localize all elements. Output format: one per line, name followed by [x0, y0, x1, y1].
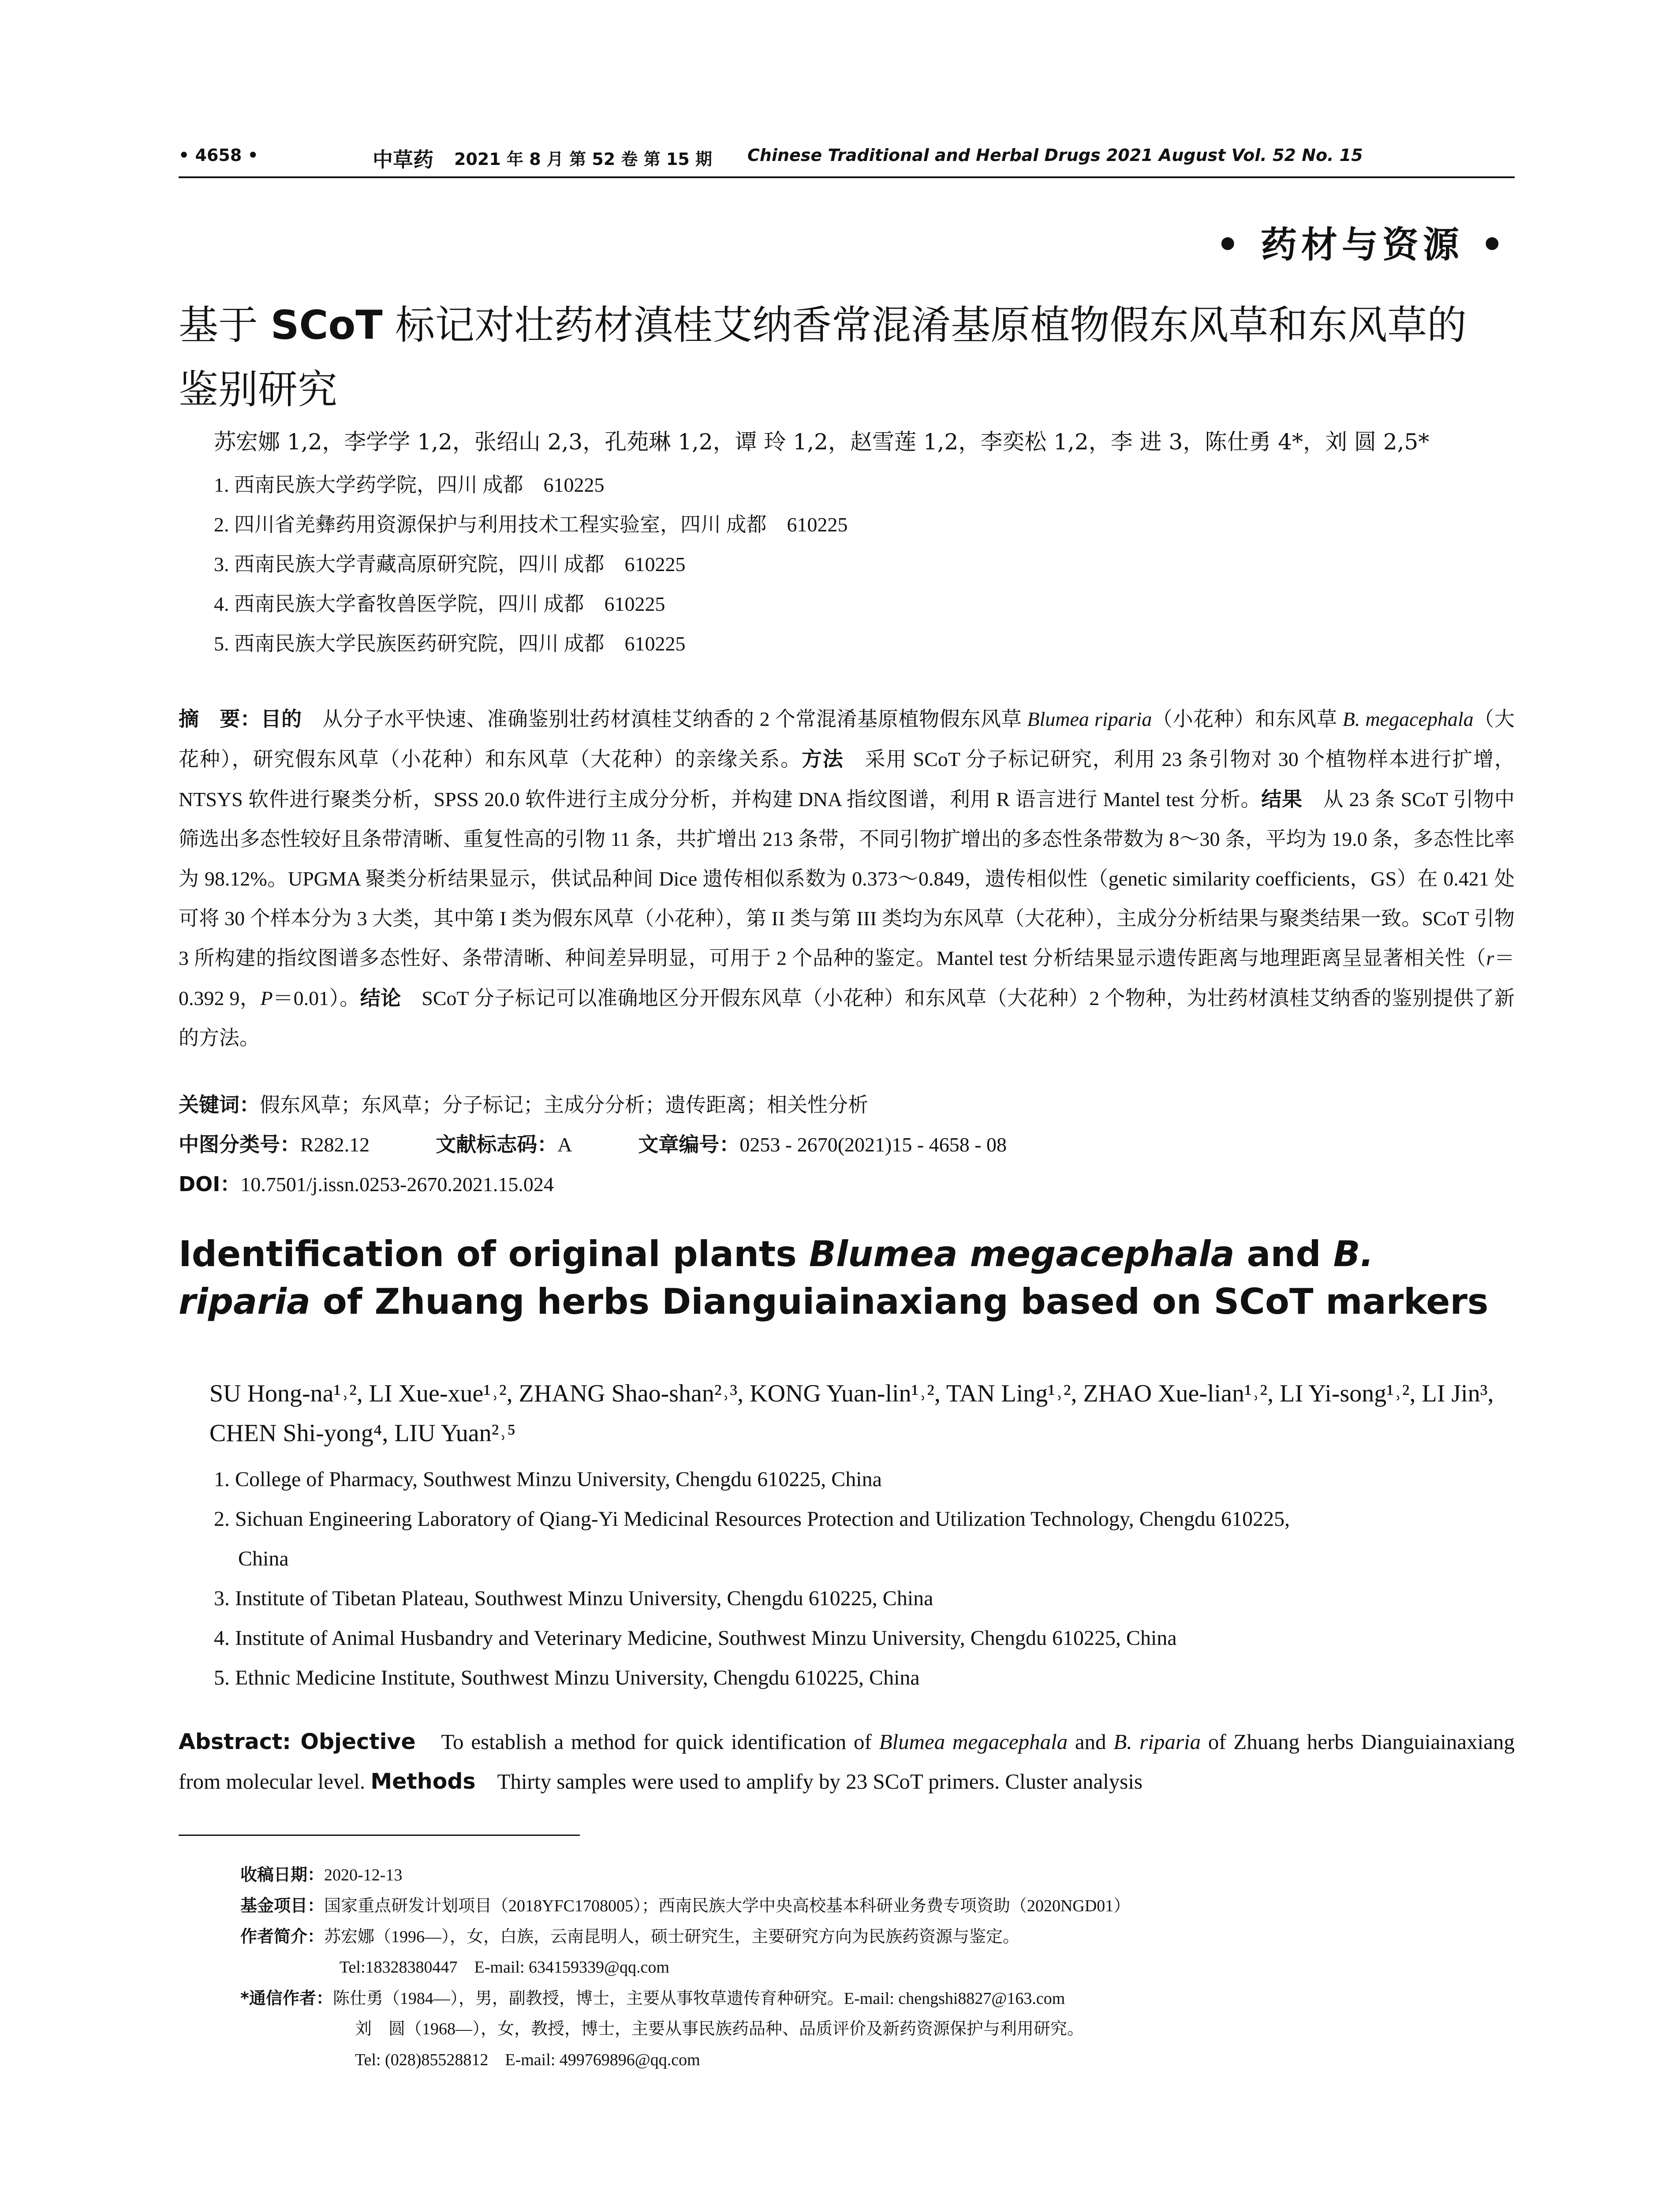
methods-text-cn: 采用 SCoT 分子标记研究，利用 23 条引物对 30 个植物样本进行扩增，NTSYS 软件进行聚类分析，SPSS 20.0 软件进行主成分分析，并构建 DNA 指纹图谱，利用 R 语言进行 Mantel test 分析。: [179, 748, 1515, 811]
title-cn-part1: 基于: [179, 302, 271, 348]
footnote-received: [240, 1863, 402, 1887]
objective-text-cn: （大花种），研究假东风草（小花种）和东风草（大花种）的亲缘关系。: [179, 708, 1515, 770]
footnote-value: 苏宏娜（1996—），女，白族，云南昆明人，硕士研究生，主要研究方向为民族药资源与鉴定。: [324, 1928, 1020, 1946]
species-name: Blumea riparia: [1027, 708, 1152, 730]
methods-label-cn: 方法: [801, 747, 844, 771]
affiliation-cn: 2. 四川省羌彝药用资源保护与利用技术工程实验室，四川 成都 610225: [214, 513, 848, 536]
page-number: • 4658 •: [179, 146, 258, 165]
keywords-cn: [179, 1085, 1515, 1125]
objective-text-cn: （小花种）和东风草: [1152, 708, 1343, 730]
doi-value: 10.7501/j.issn.0253-2670.2021.15.024: [240, 1173, 554, 1196]
conclusion-text-cn: SCoT 分子标记可以准确地区分开假东风草（小花种）和东风草（大花种）2 个物种，为壮药材滇桂艾纳香的鉴别提供了新的方法。: [179, 987, 1515, 1049]
footnote-label: 收稿日期：: [240, 1865, 325, 1884]
title-en-part: Identification of original plants: [179, 1233, 809, 1274]
objective-label-cn: 目的: [261, 707, 302, 731]
footnote-label: 作者简介：: [240, 1927, 325, 1946]
affiliation-cn: 4. 西南民族大学畜牧兽医学院，四川 成都 610225: [214, 593, 665, 615]
journal-name-en: Chinese Traditional and Herbal Drugs 2021 August Vol. 52 No. 15: [747, 146, 1363, 165]
issue-info-cn: 2021 年 8 月 第 52 卷 第 15 期: [454, 149, 713, 169]
abstract-cn: [179, 699, 1515, 1058]
abstract-en-label: Abstract: Objective: [179, 1729, 416, 1754]
conclusion-label-cn: 结论: [360, 986, 401, 1010]
doi-line: [179, 1164, 1515, 1204]
doi-label: DOI：: [179, 1172, 241, 1196]
affiliation-en: 5. Ethnic Medicine Institute, Southwest Minzu University, Chengdu 610225, China: [214, 1666, 920, 1689]
title-cn-part2: 标记对壮药材滇桂艾纳香常混淆基原植物假东风草和东风草的: [382, 302, 1467, 348]
footnote-author-contact: Tel:18328380447 E-mail: 634159339@qq.com: [340, 1958, 669, 1977]
affiliation-en: 1. College of Pharmacy, Southwest Minzu University, Chengdu 610225, China: [214, 1468, 882, 1491]
authors-cn: 苏宏娜 1,2，李学学 1,2，张绍山 2,3，孔苑琳 1,2，谭 玲 1,2，赵雪莲 1,2，李奕松 1,2，李 进 3，陈仕勇 4*，刘 圆 2,5*: [214, 429, 1430, 455]
methods-label-en: Methods: [370, 1769, 476, 1794]
footnote-corresponding: [240, 1987, 1065, 2010]
footnote-value: 陈仕勇（1984—），男，副教授，博士，主要从事牧草遗传育种研究。E-mail: chengshi8827@163.com: [332, 1989, 1065, 2008]
running-header: [179, 146, 1515, 172]
stat-symbol: r: [1486, 947, 1494, 969]
affiliation-en: 2. Sichuan Engineering Laboratory of Qiang-Yi Medicinal Resources Protection and Utilization Technology, Chengdu 610225,: [214, 1507, 1290, 1531]
footnote-corresponding-2: 刘 圆（1968—），女，教授，博士，主要从事民族药品种、品质评价及新药资源保护与利用研究。: [355, 2020, 1084, 2038]
affiliation-en: 4. Institute of Animal Husbandry and Veterinary Medicine, Southwest Minzu University, Chengdu 610225, China: [214, 1626, 1177, 1650]
objective-text-en: To establish a method for quick identification of: [415, 1730, 879, 1754]
results-text-cn: 从 23 条 SCoT 引物中筛选出多态性较好且条带清晰、重复性高的引物 11 条，共扩增出 213 条带，不同引物扩增出的多态性条带数为 8～30 条，平均为 19.0 条，多态性比率为 98.12%。UPGMA 聚类分析结果显示，供试品种间 Dice 遗传相似系数为 0.373～0.849，遗传相似性（genetic similarity coefficients，GS）在 0.421 处可将 30 个样本分为 3 大类，其中第 I 类为假东风草（小花种），第 II 类与第 III 类均为东风草（大花种），主成分分析结果与聚类结果一致。SCoT 引物 3 所构建的指纹图谱多态性好、条带清晰、种间差异明显，可用于 2 个品种的鉴定。Mantel test 分析结果显示遗传距离与地理距离呈显著相关性（: [179, 788, 1515, 969]
classification-line: [179, 1125, 1515, 1165]
keywords-text: 假东风草；东风草；分子标记；主成分分析；遗传距离；相关性分析: [260, 1094, 868, 1116]
objective-text-en: of Zhuang herbs Dianguiainaxiang from molecular level.: [179, 1730, 1515, 1794]
doc-code-label: 文献标志码：: [436, 1132, 558, 1156]
footnote-value: 国家重点研发计划项目（2018YFC1708005）；西南民族大学中央高校基本科研业务费专项资助（2020NGD01）: [324, 1897, 1131, 1915]
species-name: B. riparia: [1113, 1730, 1201, 1754]
authors-en: SU Hong-na¹˒², LI Xue-xue¹˒², ZHANG Shao-shan²˒³, KONG Yuan-lin¹˒², TAN Ling¹˒², ZHAO Xue-lian¹˒², LI Yi-song¹˒², LI Jin³, CHEN Shi-yong⁴, LIU Yuan²˒⁵: [209, 1380, 1494, 1447]
clc-label: 中图分类号：: [179, 1132, 300, 1156]
footnote-label: 基金项目：: [240, 1896, 325, 1915]
footnote-fund: [240, 1894, 1130, 1917]
title-en: [179, 1230, 1515, 1326]
section-label: • 药材与资源 •: [1216, 224, 1508, 266]
stat-symbol: P: [260, 987, 273, 1009]
doc-code-value: A: [557, 1133, 572, 1156]
clc-value: R282.12: [300, 1133, 370, 1156]
footnote-corresponding-2-contact: Tel: (028)85528812 E-mail: 499769896@qq.com: [355, 2051, 700, 2069]
species-name: B. riparia: [179, 1233, 1374, 1322]
footnote-label: *通信作者：: [240, 1988, 333, 2008]
affiliation-cn: 3. 西南民族大学青藏高原研究院，四川 成都 610225: [214, 553, 686, 576]
article-number-value: 0253 - 2670(2021)15 - 4658 - 08: [739, 1133, 1007, 1156]
title-en-part: of Zhuang herbs Dianguiainaxiang based on SCoT markers: [310, 1281, 1489, 1322]
species-name: Blumea megacephala: [809, 1233, 1235, 1274]
header-rule: [179, 176, 1515, 178]
title-en-part: and: [1234, 1233, 1333, 1274]
keywords-label: 关键词：: [179, 1093, 260, 1117]
affiliation-en: 3. Institute of Tibetan Plateau, Southwest Minzu University, Chengdu 610225, China: [214, 1587, 933, 1610]
footnote-value: 2020-12-13: [324, 1866, 403, 1884]
species-name: B. megacephala: [1342, 708, 1474, 730]
journal-name-cn: 中草药: [373, 148, 433, 172]
results-label-cn: 结果: [1261, 787, 1303, 811]
footnote-rule: [179, 1835, 580, 1836]
affiliation-en: China: [238, 1547, 289, 1570]
affiliation-cn: 5. 西南民族大学民族医药研究院，四川 成都 610225: [214, 632, 686, 655]
objective-text-en: and: [1068, 1730, 1114, 1754]
abstract-cn-label: 摘 要：: [179, 707, 261, 731]
results-text-cn: ＝0.01）。: [273, 987, 360, 1009]
title-cn: [179, 293, 1515, 422]
title-cn-bold: SCoT: [270, 302, 383, 348]
results-text-cn: ＝0.392 9，: [179, 947, 1515, 1009]
title-cn-line2: 鉴别研究: [179, 366, 337, 413]
affiliation-cn: 1. 西南民族大学药学院，四川 成都 610225: [214, 474, 605, 496]
objective-text-cn: 从分子水平快速、准确鉴别壮药材滇桂艾纳香的 2 个常混淆基原植物假东风草: [302, 708, 1027, 730]
footnote-author: [240, 1925, 1019, 1948]
species-name: Blumea megacephala: [879, 1730, 1068, 1754]
methods-text-en: Thirty samples were used to amplify by 23 SCoT primers. Cluster analysis: [475, 1769, 1143, 1794]
abstract-en: [179, 1722, 1515, 1801]
article-number-label: 文章编号：: [638, 1132, 740, 1156]
